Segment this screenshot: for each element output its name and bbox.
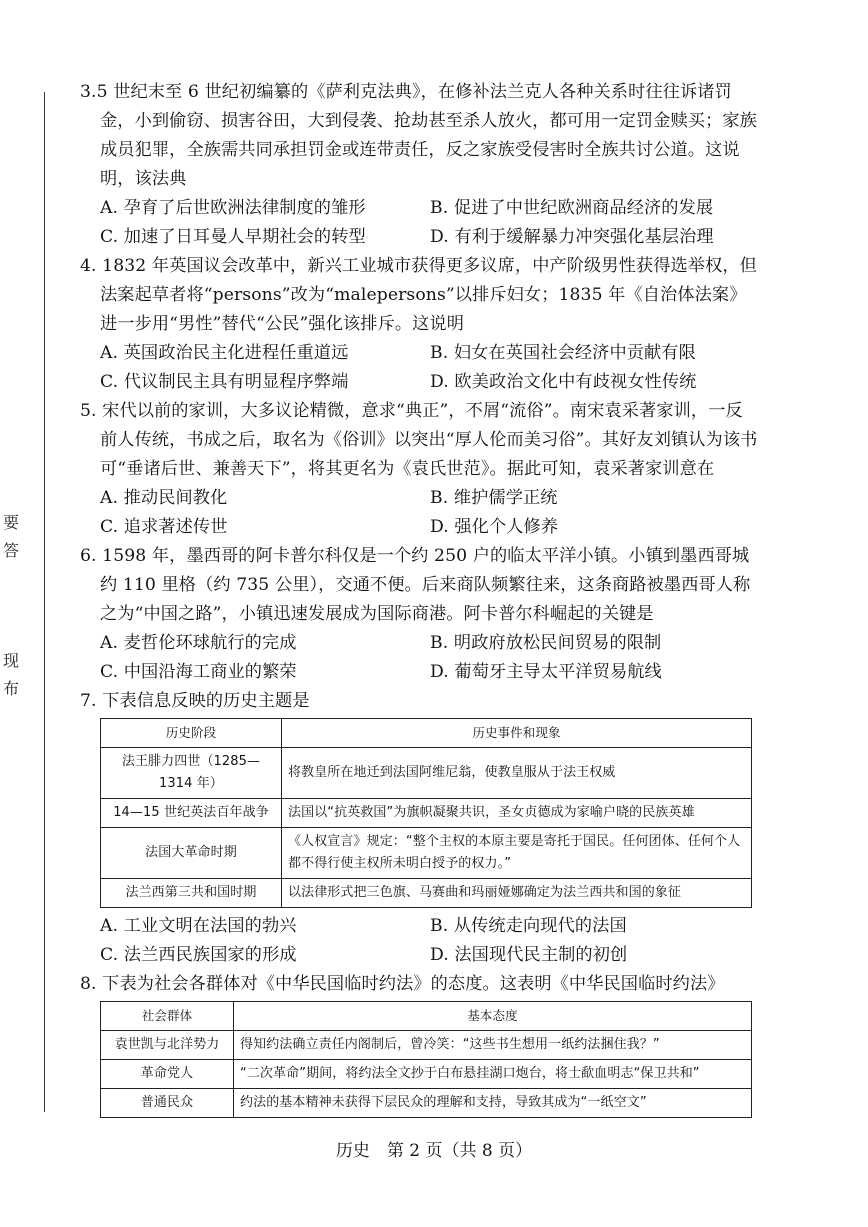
margin-char: 现	[2, 651, 19, 670]
option-a: A. 英国政治民主化进程任重道远	[100, 343, 349, 363]
option-b: B. 明政府放松民间贸易的限制	[430, 633, 662, 653]
margin-char: 布	[2, 679, 19, 698]
options	[80, 194, 760, 252]
option-a: A. 麦哲伦环球航行的完成	[100, 633, 297, 653]
table-header-row	[101, 719, 752, 748]
question-stem: 7. 下表信息反映的历史主题是	[80, 691, 310, 711]
option-a: A. 孕育了后世欧洲法律制度的雏形	[100, 198, 366, 218]
option-a: A. 工业文明在法国的勃兴	[100, 916, 297, 936]
margin-char: 答	[2, 541, 19, 560]
table-cell: 约法的基本精神未获得下层民众的理解和支持，导致其成为“一纸空文”	[234, 1089, 752, 1118]
table-cell: 以法律形式把三色旗、马赛曲和玛丽娅娜确定为法兰西共和国的象征	[282, 879, 752, 908]
option-d: D. 有利于缓解暴力冲突强化基层治理	[430, 227, 714, 247]
page-footer: 历史 第 2 页（共 8 页）	[335, 1141, 533, 1161]
table-cell: 普通民众	[101, 1089, 234, 1118]
option-c: C. 追求著述传世	[100, 517, 228, 537]
table-header: 历史事件和现象	[282, 719, 752, 748]
option-b: B. 从传统走向现代的法国	[430, 916, 627, 936]
table-row	[101, 828, 752, 879]
table-row	[101, 799, 752, 828]
table-row	[101, 748, 752, 799]
table-cell: “二次革命”期间，将约法全文抄于白布悬挂湖口炮台，将士歃血明志“保卫共和”	[234, 1060, 752, 1089]
option-d: D. 葡萄牙主导太平洋贸易航线	[430, 662, 662, 682]
question-8	[80, 970, 760, 1118]
options	[80, 629, 760, 687]
table-cell: 得知约法确立责任内阁制后，曾冷笑：“这些书生想用一纸约法捆住我？”	[234, 1031, 752, 1060]
table-cell: 将教皇所在地迁到法国阿维尼翁，使教皇服从于法王权威	[282, 748, 752, 799]
table-row	[101, 1060, 752, 1089]
social-group-table	[100, 1001, 752, 1118]
options	[80, 484, 760, 542]
question-stem: 5. 宋代以前的家训，大多议论精微，意求“典正”，不屑“流俗”。南宋袁采著家训，一反前人传统，书成之后，取名为《俗训》以突出“厚人伦而美习俗”。其好友刘镇认为该书可“垂诸后世、兼善天下”，将其更名为《袁氏世范》。据此可知，袁采著家训意在	[80, 401, 758, 479]
table-cell: 法兰西第三共和国时期	[101, 879, 282, 908]
table-row	[101, 1031, 752, 1060]
question-5	[80, 397, 760, 542]
table-row	[101, 1089, 752, 1118]
table-header: 基本态度	[234, 1002, 752, 1031]
option-c: C. 加速了日耳曼人早期社会的转型	[100, 227, 366, 247]
exam-page-content	[80, 78, 760, 1122]
table-cell: 《人权宣言》规定：“整个主权的本原主要是寄托于国民。任何团体、任何个人都不得行使主权所未明白授予的权力。”	[282, 828, 752, 879]
option-d: D. 欧美政治文化中有歧视女性传统	[430, 372, 697, 392]
table-cell: 袁世凯与北洋势力	[101, 1031, 234, 1060]
question-3	[80, 78, 760, 252]
option-d: D. 强化个人修养	[430, 517, 559, 537]
option-a: A. 推动民间教化	[100, 488, 228, 508]
margin-char: 要	[2, 513, 19, 532]
option-b: B. 促进了中世纪欧洲商品经济的发展	[430, 198, 714, 218]
question-4	[80, 252, 760, 397]
table-header-row	[101, 1002, 752, 1031]
table-cell: 法王腓力四世（1285—1314 年）	[101, 748, 282, 799]
option-c: C. 法兰西民族国家的形成	[100, 945, 297, 965]
table-row	[101, 879, 752, 908]
option-b: B. 妇女在英国社会经济中贡献有限	[430, 343, 696, 363]
binding-margin-line	[44, 92, 45, 1112]
history-stage-table	[100, 718, 752, 908]
question-7	[80, 687, 760, 970]
option-c: C. 代议制民主具有明显程序弊端	[100, 372, 349, 392]
table-cell: 法国大革命时期	[101, 828, 282, 879]
table-cell: 14—15 世纪英法百年战争	[101, 799, 282, 828]
option-c: C. 中国沿海工商业的繁荣	[100, 662, 297, 682]
question-stem: 8. 下表为社会各群体对《中华民国临时约法》的态度。这表明《中华民国临时约法》	[80, 974, 725, 994]
options	[80, 912, 760, 970]
option-d: D. 法国现代民主制的初创	[430, 945, 628, 965]
question-stem: 3.5 世纪末至 6 世纪初编纂的《萨利克法典》，在修补法兰克人各种关系时往往诉诸罚金，小到偷窃、损害谷田，大到侵袭、抢劫甚至杀人放火，都可用一定罚金赎买；家族成员犯罪，全族需共同承担罚金或连带责任，反之家族受侵害时全族共讨公道。这说明，该法典	[80, 82, 757, 189]
table-header: 社会群体	[101, 1002, 234, 1031]
question-stem: 6. 1598 年，墨西哥的阿卡普尔科仅是一个约 250 户的临太平洋小镇。小镇到墨西哥城约 110 里格（约 735 公里），交通不便。后来商队频繁往来，这条商路被墨西哥人称之为“中国之路”，小镇迅速发展成为国际商港。阿卡普尔科崛起的关键是	[80, 546, 751, 624]
question-stem: 4. 1832 年英国议会改革中，新兴工业城市获得更多议席，中产阶级男性获得选举权，但法案起草者将“persons”改为“malepersons”以排斥妇女；1835 年《自治体法案》进一步用“男性”替代“公民”强化该排斥。这说明	[80, 256, 757, 334]
question-6	[80, 542, 760, 687]
options	[80, 339, 760, 397]
table-header: 历史阶段	[101, 719, 282, 748]
table-cell: 法国以“抗英救国”为旗帜凝聚共识，圣女贞德成为家喻户晓的民族英雄	[282, 799, 752, 828]
table-cell: 革命党人	[101, 1060, 234, 1089]
option-b: B. 维护儒学正统	[430, 488, 558, 508]
